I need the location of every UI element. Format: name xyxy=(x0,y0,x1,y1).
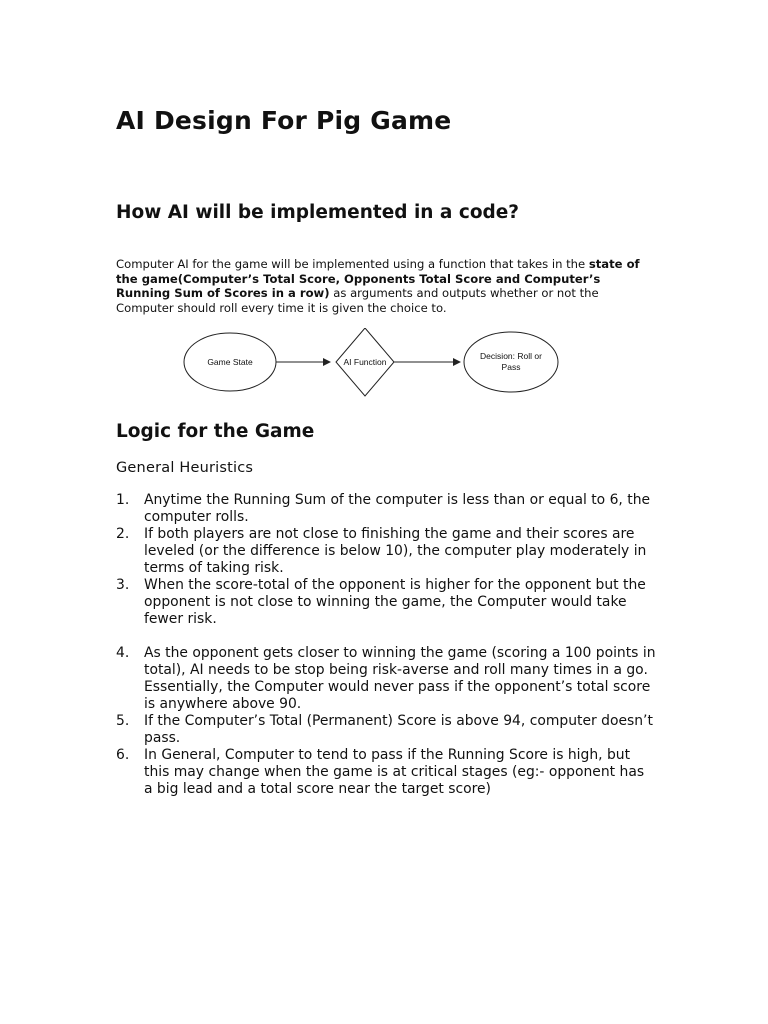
list-item-number: 2. xyxy=(116,526,130,542)
list-item-number: 5. xyxy=(116,713,130,729)
decision-label-line2: Pass xyxy=(501,362,521,372)
list-item-text: In General, Computer to tend to pass if the Running Score is high, but this may change when the game is at critical stages (eg:- opponent has a big lead and a total score near the target score) xyxy=(144,747,645,797)
section-heading-logic: Logic for the Game xyxy=(116,421,315,442)
list-item-number: 4. xyxy=(116,645,130,661)
list-item-text: If the Computer’s Total (Permanent) Score is above 94, computer doesn’t pass. xyxy=(144,713,653,746)
list-item-text: If both players are not close to finishing the game and their scores are leveled (or the difference is below 10), the computer play moderately in terms of taking risk. xyxy=(144,526,647,576)
list-item-number: 3. xyxy=(116,577,130,593)
heuristics-list xyxy=(116,492,656,798)
ai-flow-diagram xyxy=(180,328,565,400)
subheading-general-heuristics: General Heuristics xyxy=(116,460,254,476)
list-item-text: When the score-total of the opponent is higher for the opponent but the opponent is not close to winning the game, the Computer would take fewer risk. xyxy=(144,577,646,627)
list-item xyxy=(116,492,656,526)
intro-text-end: as arguments and outputs whether or not the Computer should roll every time it is given the choice to. xyxy=(116,286,599,315)
list-item xyxy=(116,747,656,798)
decision-label-line1: Decision: Roll or xyxy=(480,351,542,361)
list-item-number: 6. xyxy=(116,747,130,763)
intro-text-start: Computer AI for the game will be implemented using a function that takes in the xyxy=(116,257,586,271)
list-item xyxy=(116,526,656,577)
list-item-text: As the opponent gets closer to winning the game (scoring a 100 points in total), AI needs to be stop being risk-averse and roll many times in a go. Essentially, the Computer would never pass if the opponent’s total score is anywhere above 90. xyxy=(144,645,656,712)
list-item-number: 1. xyxy=(116,492,130,508)
game-state-label: Game State xyxy=(207,357,253,367)
list-item xyxy=(116,713,656,747)
list-item xyxy=(116,645,656,713)
page-title: AI Design For Pig Game xyxy=(116,106,452,135)
list-item xyxy=(116,577,656,628)
ai-function-label: AI Function xyxy=(343,357,387,367)
section-heading-implementation: How AI will be implemented in a code? xyxy=(116,202,520,223)
list-item-text: Anytime the Running Sum of the computer is less than or equal to 6, the computer rolls. xyxy=(144,492,651,525)
intro-paragraph xyxy=(116,257,656,315)
intro-text-bold: state of the game(Computer’s Total Score, Opponents Total Score and Computer’s Running Sum of Scores in a row) xyxy=(116,257,640,300)
